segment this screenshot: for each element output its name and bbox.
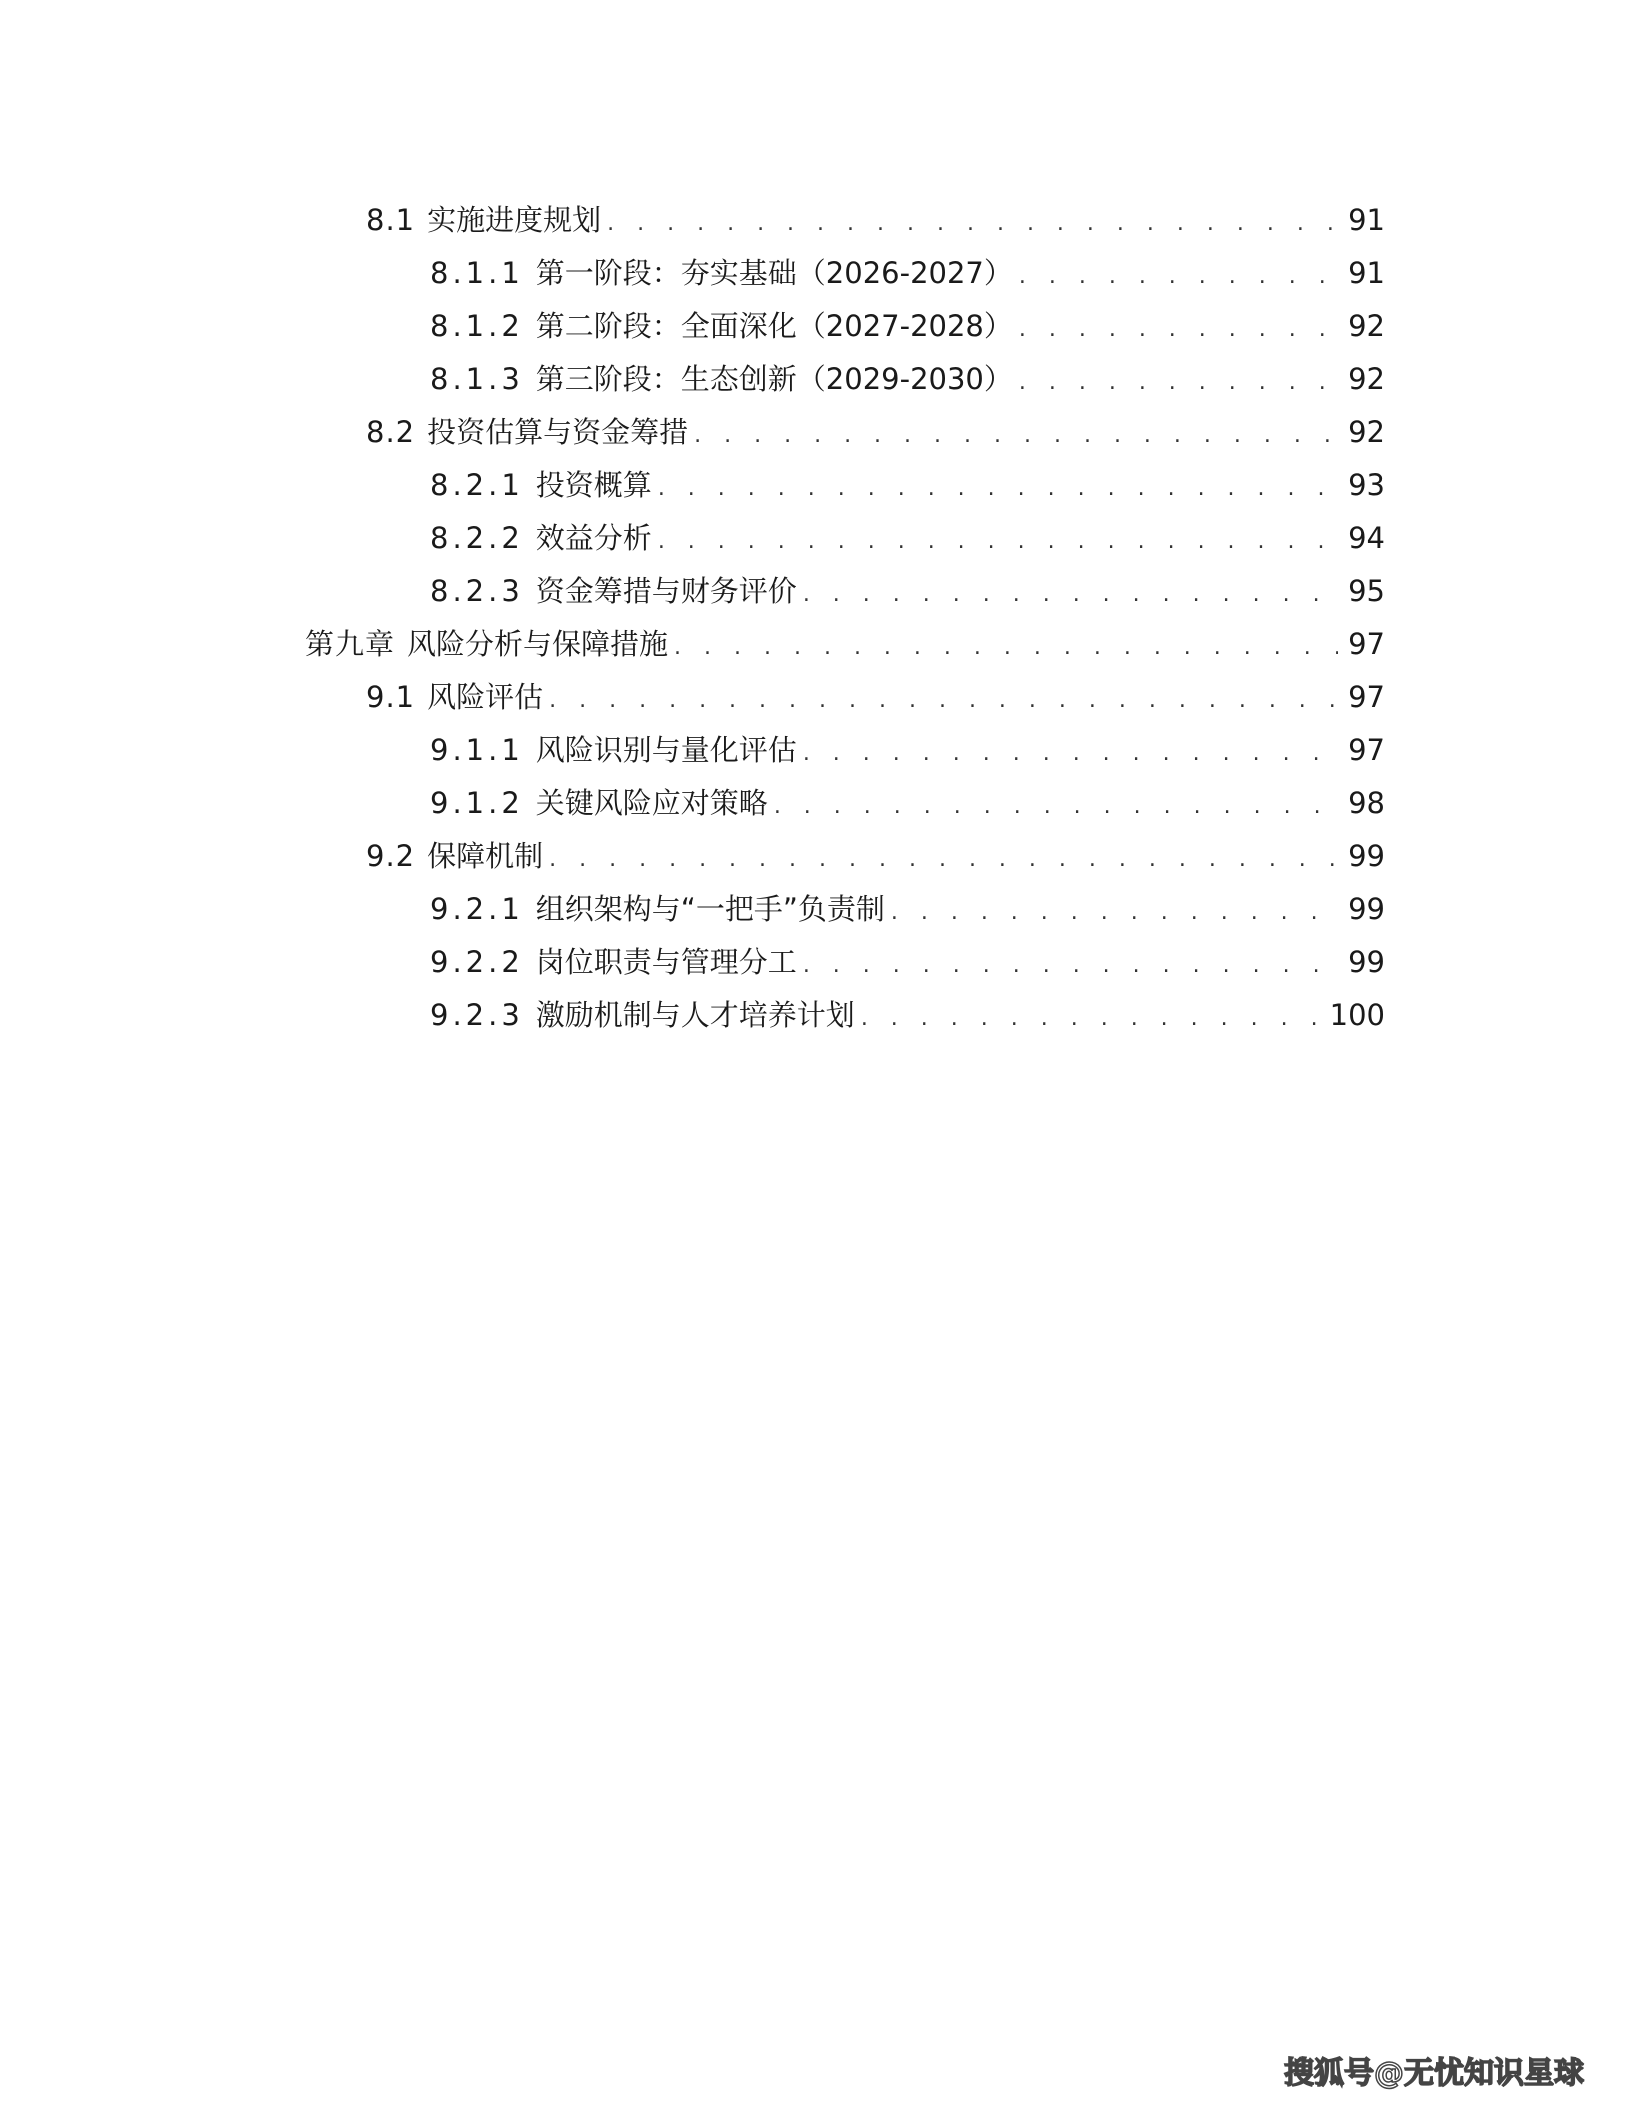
dot-leader [1019, 363, 1338, 403]
toc-entry-chapter-9[interactable] [305, 624, 1385, 664]
toc-title: 实施进度规划 [427, 203, 602, 237]
toc-page-number: 91 [1348, 256, 1385, 290]
dot-leader [803, 946, 1338, 986]
toc-title: 岗位职责与管理分工 [535, 945, 797, 979]
toc-title: 保障机制 [427, 839, 544, 873]
dot-leader [658, 522, 1338, 562]
toc-entry-8-1-3[interactable] [430, 359, 1385, 399]
toc-page-number: 99 [1348, 839, 1385, 873]
toc-entry-9-1-2[interactable] [430, 783, 1385, 823]
dot-leader [1019, 257, 1338, 297]
dot-leader [891, 893, 1338, 933]
toc-number: 8.1.2 [430, 309, 524, 343]
toc-entry-9-2-2[interactable] [430, 942, 1385, 982]
toc-entry-8-1-2[interactable] [430, 306, 1385, 346]
dot-leader [1019, 310, 1338, 350]
dot-leader [694, 416, 1338, 456]
toc-title: 关键风险应对策略 [535, 786, 768, 820]
toc-entry-8-2-3[interactable] [430, 571, 1385, 611]
dot-leader [803, 734, 1338, 774]
toc-page-number: 100 [1329, 998, 1385, 1032]
toc-page-number: 92 [1348, 415, 1385, 449]
dot-leader [803, 575, 1338, 615]
toc-entry-9-2-3[interactable] [430, 995, 1385, 1035]
toc-number: 8.1.1 [430, 256, 524, 290]
toc-page-number: 97 [1348, 680, 1385, 714]
dot-leader [607, 204, 1338, 244]
toc-number: 8.2 [366, 415, 416, 449]
toc-entry-9-2[interactable] [366, 836, 1385, 876]
toc-number: 8.2.2 [430, 521, 524, 555]
toc-number: 9.2 [366, 839, 416, 873]
toc-entry-9-1[interactable] [366, 677, 1385, 717]
toc-number: 8.2.3 [430, 574, 524, 608]
toc-title: 风险识别与量化评估 [535, 733, 797, 767]
toc-page-number: 93 [1348, 468, 1385, 502]
toc-title: 投资估算与资金筹措 [427, 415, 689, 449]
toc-page-number: 99 [1348, 892, 1385, 926]
toc-title: 第二阶段：全面深化（2027-2028） [535, 309, 1013, 343]
toc-page-number: 92 [1348, 362, 1385, 396]
toc-number: 9.2.3 [430, 998, 524, 1032]
toc-number: 9.1 [366, 680, 416, 714]
toc-entry-9-1-1[interactable] [430, 730, 1385, 770]
toc-page-number: 95 [1348, 574, 1385, 608]
toc-number: 8.2.1 [430, 468, 524, 502]
dot-leader [674, 628, 1338, 668]
dot-leader [549, 840, 1338, 880]
toc-title: 第三阶段：生态创新（2029-2030） [535, 362, 1013, 396]
toc-page-number: 98 [1348, 786, 1385, 820]
toc-entry-8-1[interactable] [366, 200, 1385, 240]
dot-leader [658, 469, 1338, 509]
toc-number: 8.1 [366, 203, 416, 237]
toc-page-number: 92 [1348, 309, 1385, 343]
toc-number: 9.1.2 [430, 786, 524, 820]
toc-title: 激励机制与人才培养计划 [535, 998, 855, 1032]
watermark: 搜狐号@无忧知识星球 [1284, 2056, 1584, 2091]
toc-page-number: 97 [1348, 627, 1385, 661]
toc-page-number: 99 [1348, 945, 1385, 979]
dot-leader [549, 681, 1338, 721]
toc-number: 9.2.2 [430, 945, 524, 979]
toc-entry-8-2-2[interactable] [430, 518, 1385, 558]
dot-leader [861, 999, 1320, 1039]
toc-entry-8-1-1[interactable] [430, 253, 1385, 293]
toc-page-number: 91 [1348, 203, 1385, 237]
toc-title: 风险评估 [427, 680, 544, 714]
toc-page-number: 94 [1348, 521, 1385, 555]
toc-title: 投资概算 [535, 468, 652, 502]
toc-entry-9-2-1[interactable] [430, 889, 1385, 929]
toc-title: 风险分析与保障措施 [407, 627, 669, 661]
toc-title: 组织架构与“一把手”负责制 [535, 892, 885, 926]
toc-title: 效益分析 [535, 521, 652, 555]
toc-entry-8-2[interactable] [366, 412, 1385, 452]
toc-number: 9.1.1 [430, 733, 524, 767]
toc-entry-8-2-1[interactable] [430, 465, 1385, 505]
toc-page-number: 97 [1348, 733, 1385, 767]
toc-number: 9.2.1 [430, 892, 524, 926]
toc-title: 资金筹措与财务评价 [535, 574, 797, 608]
toc-number: 第九章 [305, 627, 396, 661]
toc-number: 8.1.3 [430, 362, 524, 396]
toc-title: 第一阶段：夯实基础（2026-2027） [535, 256, 1013, 290]
dot-leader [774, 787, 1338, 827]
